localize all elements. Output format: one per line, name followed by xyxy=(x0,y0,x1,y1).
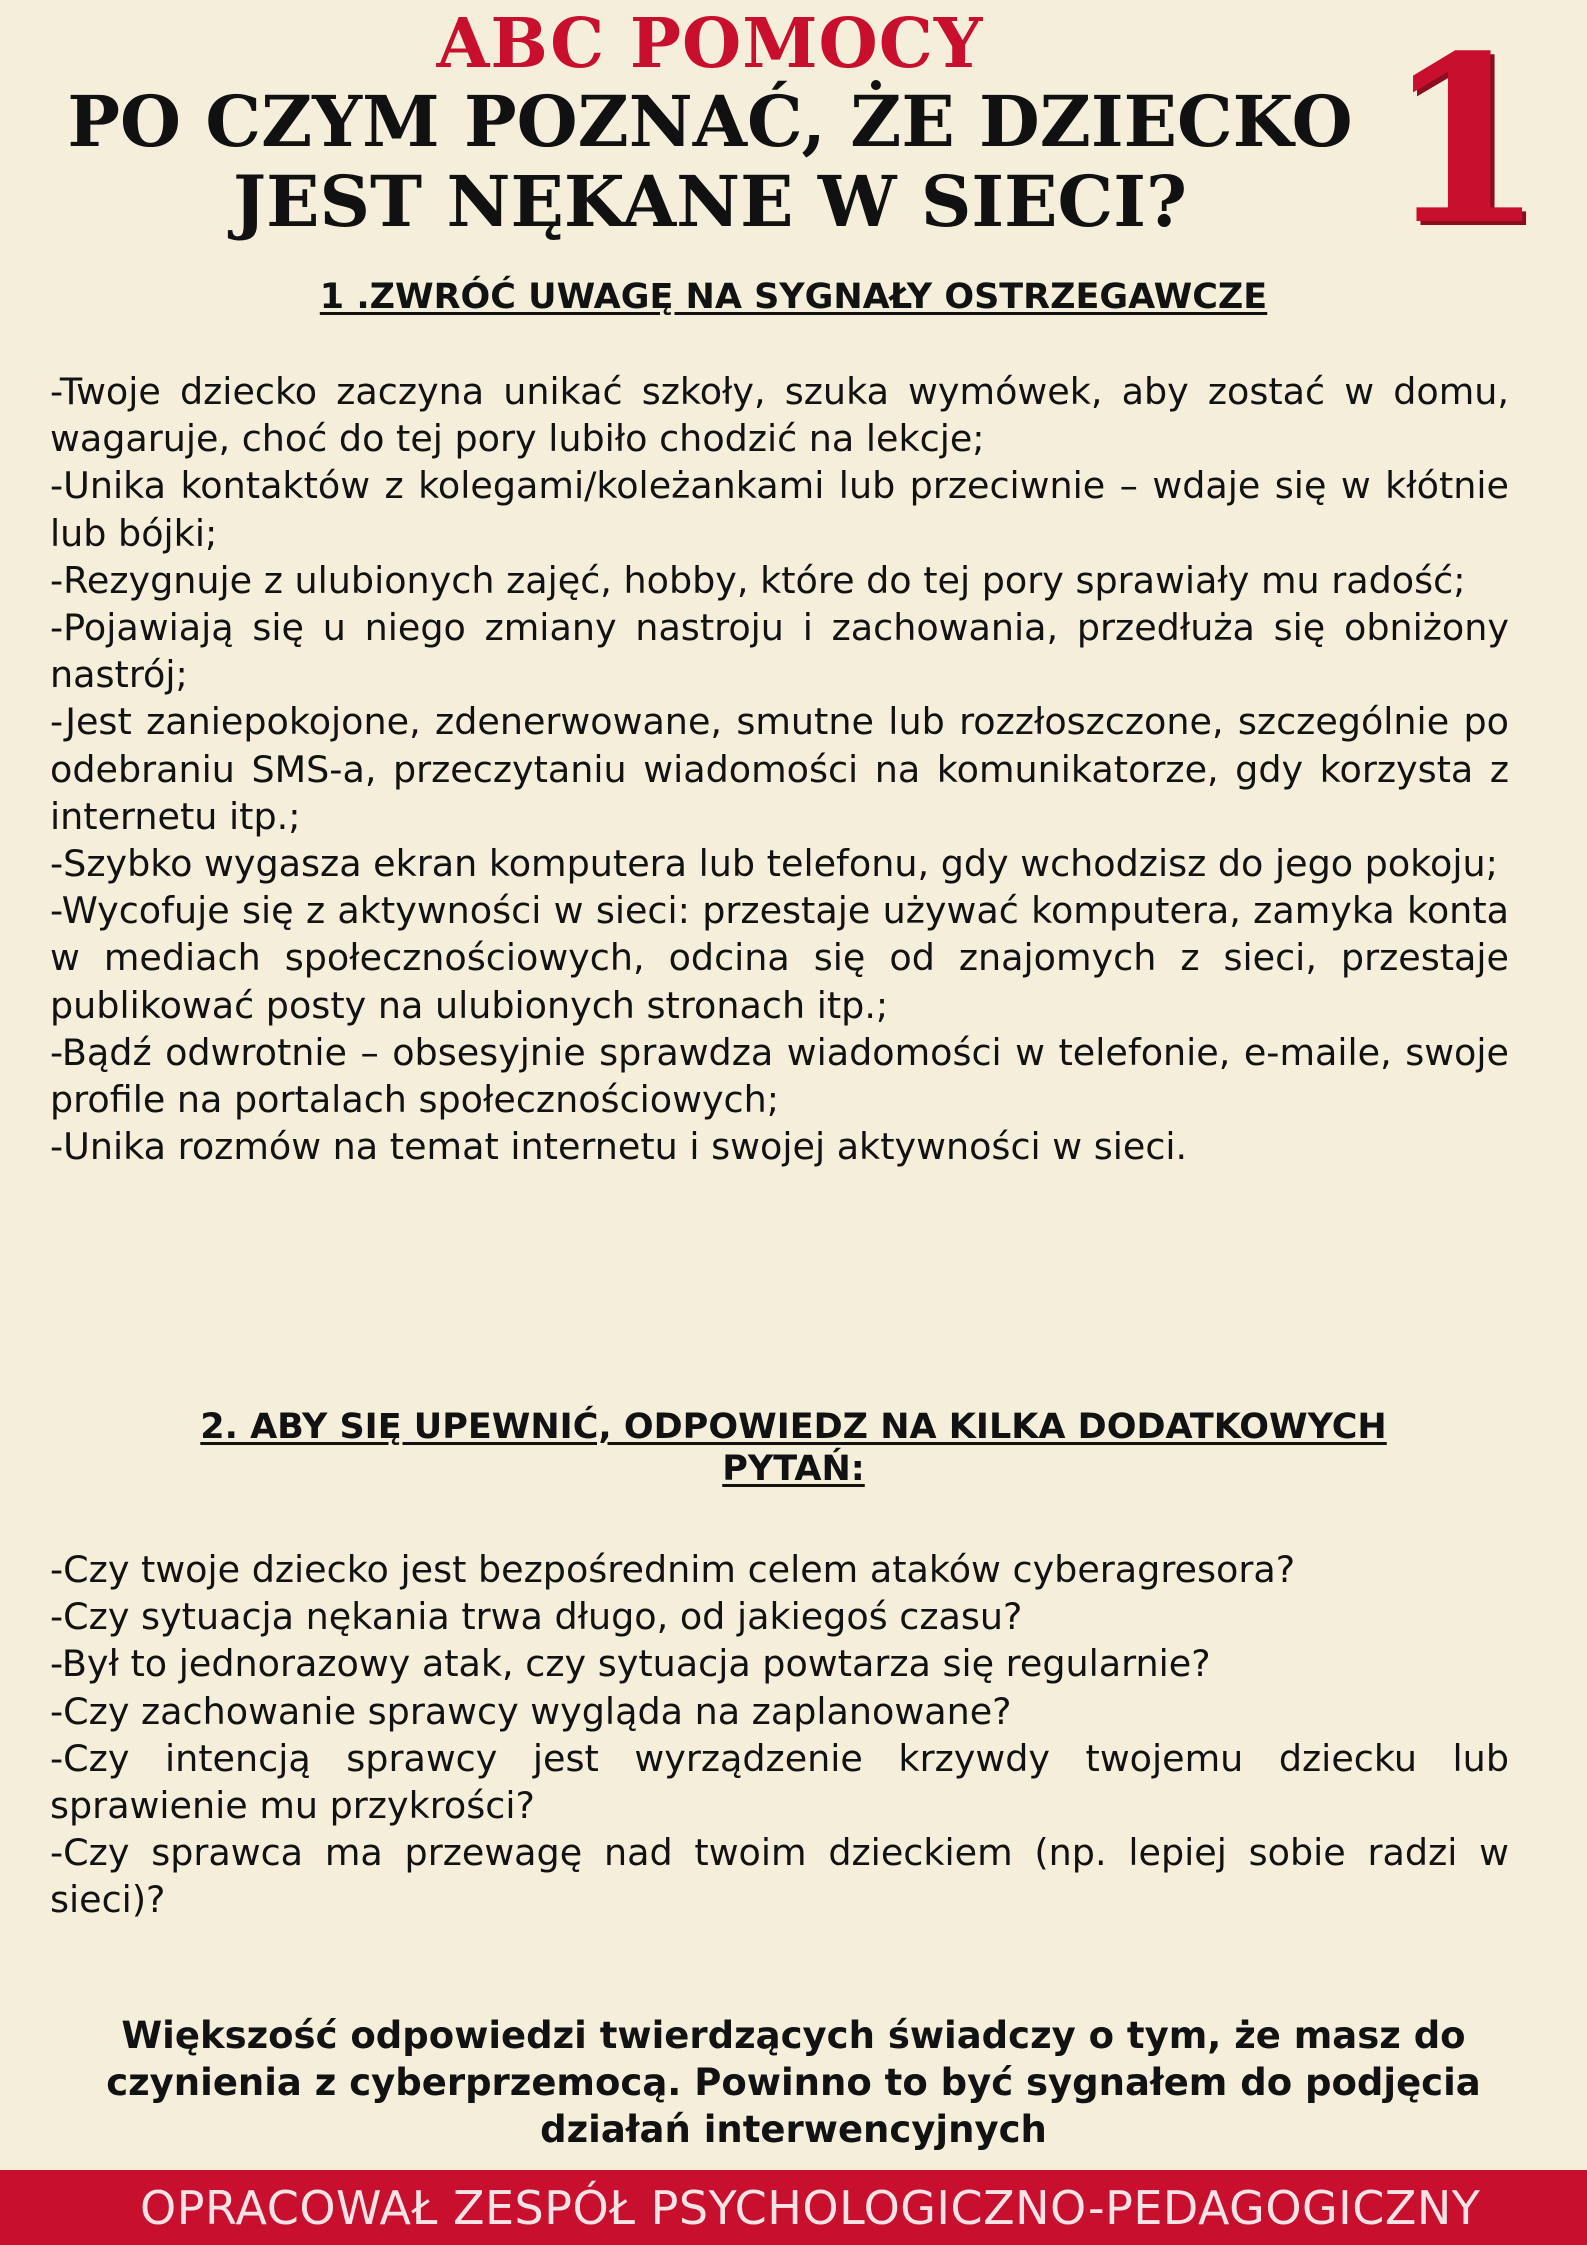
list-item: -Szybko wygasza ekran komputera lub telefonu, gdy wchodzisz do jego pokoju; xyxy=(50,842,1498,886)
list-item: -Unika kontaktów z kolegami/koleżankami lub przeciwnie – wdaje się w kłótnie lub bójki; xyxy=(50,464,1509,555)
list-item: -Jest zaniepokojone, zdenerwowane, smutne lub rozzłoszczone, szczególnie po odebraniu SMS-a, przeczytaniu wiadomości na komunikatorze, gdy korzysta z internetu itp.; xyxy=(50,700,1509,838)
list-item: -Wycofuje się z aktywności w sieci: przestaje używać komputera, zamyka konta w mediach społecznościowych, odcina się od znajomych z sieci, przestaje publikować posty na ulubionych stronach itp.; xyxy=(50,889,1509,1027)
conclusion-text: Większość odpowiedzi twierdzących świadczy o tym, że masz do czynienia z cyberprzemocą. Powinno to być sygnałem do podjęcia działań interwencyjnych xyxy=(106,2014,1481,2151)
footer-bar xyxy=(0,2170,1587,2245)
list-item: -Twoje dziecko zaczyna unikać szkoły, szuka wymówek, aby zostać w domu, wagaruje, choć do tej pory lubiło chodzić na lekcje; xyxy=(50,370,1509,461)
section-2-heading-line-1: 2. ABY SIĘ UPEWNIĆ, ODPOWIEDZ NA KILKA DODATKOWYCH xyxy=(200,1407,1387,1447)
section-2-heading xyxy=(50,1406,1537,1490)
list-item: -Czy zachowanie sprawcy wygląda na zaplanowane? xyxy=(50,1689,1012,1733)
page-title-line-2: JEST NĘKANE W SIECI? xyxy=(233,160,1187,243)
list-item: -Bądź odwrotnie – obsesyjnie sprawdza wiadomości w telefonie, e-maile, swoje profile na portalach społecznościowych; xyxy=(50,1030,1509,1122)
list-item: -Pojawiają się u niego zmiany nastroju i zachowania, przedłuża się obniżony nastrój; xyxy=(50,606,1509,697)
list-item: -Rezygnuje z ulubionych zajęć, hobby, które do tej pory sprawiały mu radość; xyxy=(50,558,1466,602)
page-title xyxy=(0,82,1420,242)
questions-list xyxy=(50,1546,1509,1924)
page-number: 1 xyxy=(1384,6,1545,276)
section-2-heading-line-2: PYTAŃ: xyxy=(722,1449,865,1489)
list-item: -Był to jednorazowy atak, czy sytuacja powtarza się regularnie? xyxy=(50,1642,1211,1686)
list-item: -Czy sprawca ma przewagę nad twoim dzieckiem (np. lepiej sobie radzi w sieci)? xyxy=(50,1831,1509,1922)
footer-text: OPRACOWAŁ ZESPÓŁ PSYCHOLOGICZNO-PEDAGOGICZNY xyxy=(140,2181,1481,2235)
list-item: -Czy sytuacja nękania trwa długo, od jakiegoś czasu? xyxy=(50,1595,1023,1639)
list-item: -Czy twoje dziecko jest bezpośrednim celem ataków cyberagresora? xyxy=(50,1548,1296,1591)
warning-signs-list xyxy=(50,368,1509,1170)
kicker-title: ABC POMOCY xyxy=(436,4,984,84)
list-item: -Unika rozmów na temat internetu i swojej aktywności w sieci. xyxy=(50,1125,1188,1169)
page-title-line-1: PO CZYM POZNAĆ, ŻE DZIECKO xyxy=(67,80,1353,163)
list-item: -Czy intencją sprawcy jest wyrządzenie krzywdy twojemu dziecku lub sprawienie mu przykrości? xyxy=(50,1736,1509,1828)
section-1-heading: 1 .ZWRÓĆ UWAGĘ NA SYGNAŁY OSTRZEGAWCZE xyxy=(319,277,1268,317)
